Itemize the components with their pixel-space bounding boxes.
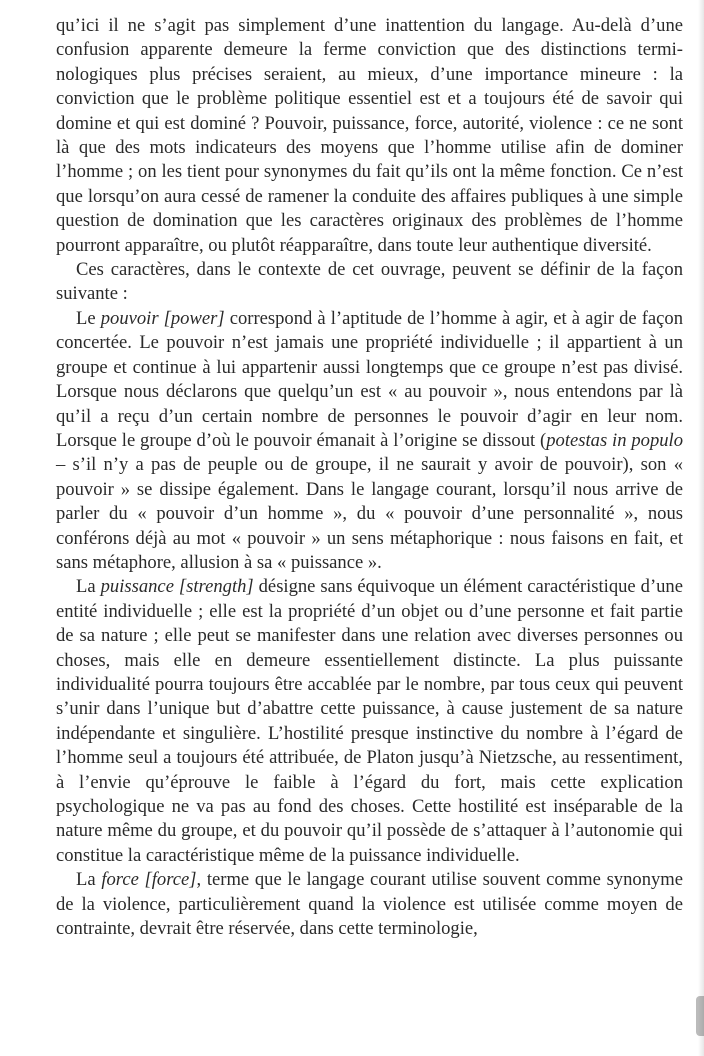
paragraph <box>56 868 683 941</box>
page-corner-mark <box>696 996 704 1036</box>
page-edge-shadow <box>698 0 704 1056</box>
text-run: , terme que le langage courant utilise souvent comme synonyme de la violence, particulièrement quand la violence est utilisée comme moyen de contrainte, devrait être réservée, dans cette terminologie, <box>56 869 683 940</box>
text-run: qu’ici il ne s’agit pas simplement d’une inattention du langage. Au-delà d’une confusion apparente demeure la ferme conviction que des distinctions terminologiques plus précises seraient, au mieux, d’une importance mineure : la conviction que le problème politique essentiel est et a toujours été de savoir qui domine et qui est dominé ? Pouvoir, puissance, force, autorité, violence : ce ne sont là que des mots indicateurs des moyens que l’homme utilise afin de dominer l’homme ; on les tient pour synonymes du fait qu’ils ont la même fonction. Ce n’est que lorsqu’on aura cessé de ramener la conduite des affaires publiques à une simple question de domination que les caractères originaux des problèmes de l’homme pourront apparaître, ou plutôt réapparaître, dans toute leur authentique diversité. <box>56 15 683 256</box>
italic-term: pouvoir [power] <box>100 307 225 329</box>
italic-term: puissance [strength] <box>100 576 254 598</box>
text-run: Ces caractères, dans le contexte de cet ouvrage, peuvent se définir de la façon suivante : <box>56 259 683 305</box>
text-run: La <box>76 576 101 598</box>
italic-term: force [force] <box>101 869 197 891</box>
text-run: – s’il n’y a pas de peuple ou de groupe, il ne saurait y avoir de pouvoir), son « pouvoir » se dissipe également. Dans le langage courant, lorsqu’il nous arrive de parler du « pouvoir d’un homme », du « pouvoir d’une personnalité », nous conférons déjà au mot « pouvoir » un sens métaphorique : nous faisons en fait, et sans métaphore, allusion à sa « puissance ». <box>56 454 683 573</box>
paragraph <box>56 575 683 868</box>
body-text <box>56 14 683 941</box>
text-run: La <box>76 869 102 891</box>
paragraph <box>56 307 683 575</box>
paragraph <box>56 14 683 258</box>
paragraph <box>56 258 683 307</box>
text-run: Le <box>76 307 101 329</box>
text-run: désigne sans équivoque un élément caractéristique d’une entité individuelle ; elle est la propriété d’un objet ou d’une personne et fait partie de sa nature ; elle peut se manifester dans une relation avec diverses personnes ou choses, mais elle en demeure essentiellement distincte. La plus puissante individualité pourra toujours être accablée par le nombre, par tous ceux qui peuvent s’unir dans l’unique but d’abattre cette puissance, à cause justement de sa nature indépendante et singulière. L’hostilité presque instinctive du nombre à l’égard de l’homme seul a toujours été attribuée, de Platon jusqu’à Nietzsche, au ressentiment, à l’envie qu’éprouve le faible à l’égard du fort, mais cette explication psychologique ne va pas au fond des choses. Cette hostilité est inséparable de la nature même du groupe, et du pouvoir qu’il possède de s’attaquer à l’autonomie qui constitue la caractéristique même de la puissance individuelle. <box>56 576 683 866</box>
text-run: correspond à l’aptitude de l’homme à agir, et à agir de façon concertée. Le pouvoir n’est jamais une propriété individuelle ; il appartient à un groupe et continue à lui appartenir aussi longtemps que ce groupe n’est pas divisé. Lorsque nous déclarons que quelqu’un est « au pouvoir », nous entendons par là qu’il a reçu d’un certain nombre de personnes le pouvoir d’agir en leur nom. Lorsque le groupe d’où le pouvoir émanait à l’origine se dissout ( <box>56 307 684 451</box>
italic-term: potestas in populo <box>546 429 684 451</box>
